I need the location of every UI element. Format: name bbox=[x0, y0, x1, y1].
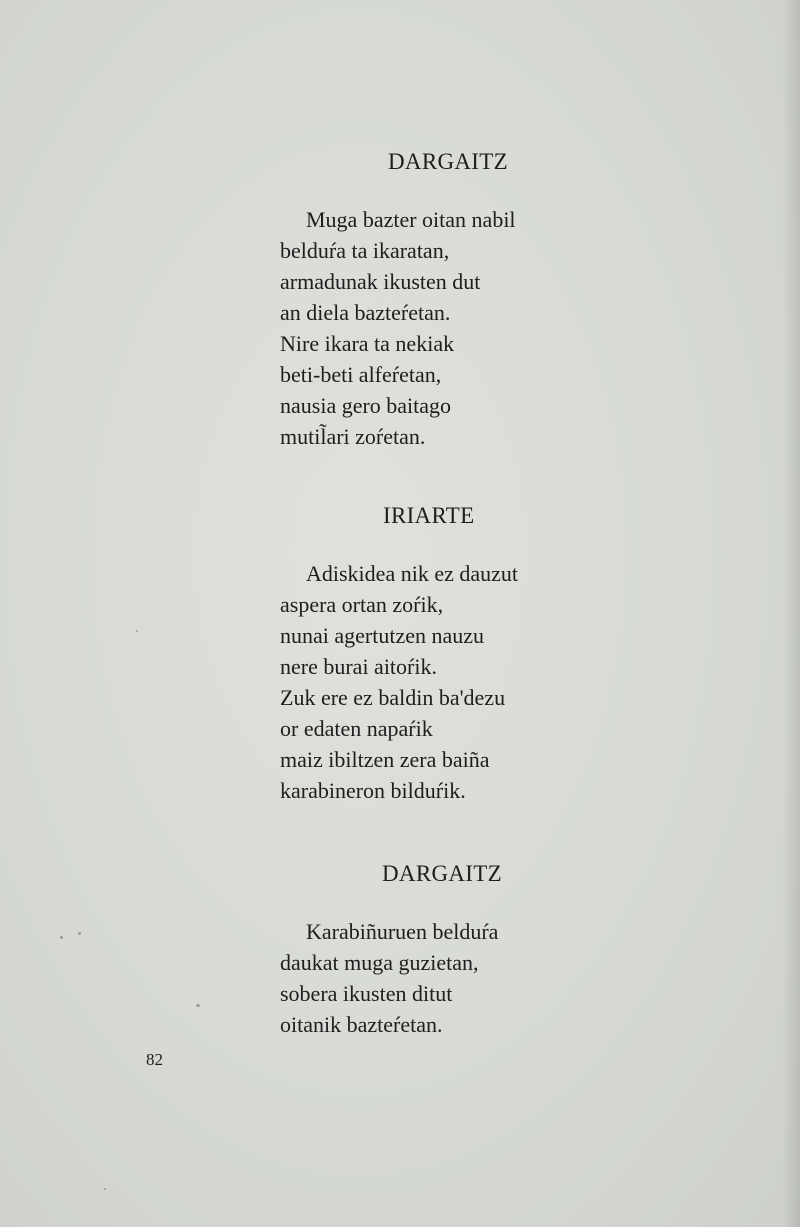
verse-line: aspera ortan zoŕik, bbox=[280, 592, 444, 617]
verse-line: or edaten napaŕik bbox=[280, 716, 433, 741]
verse-line: mutil̃ari zoŕetan. bbox=[280, 424, 426, 449]
verse-line: maiz ibiltzen zera baiña bbox=[280, 747, 490, 772]
verse-stanza bbox=[280, 204, 516, 452]
verse-line: oitanik bazteŕetan. bbox=[280, 1012, 443, 1037]
paper-speck bbox=[104, 1188, 106, 1190]
paper-speck bbox=[136, 630, 138, 632]
verse-line: Muga bazter oitan nabil bbox=[306, 207, 516, 232]
verse-line: belduŕa ta ikaratan, bbox=[280, 238, 450, 263]
verse-line: nunai agertutzen nauzu bbox=[280, 623, 485, 648]
section-heading: DARGAITZ bbox=[382, 861, 502, 886]
verse-line: nere burai aitoŕik. bbox=[280, 654, 437, 679]
verse-line: daukat muga guzietan, bbox=[280, 950, 479, 975]
verse-stanza bbox=[280, 558, 518, 806]
page-number: 82 bbox=[146, 1050, 163, 1069]
verse-line: Karabiñuruen belduŕa bbox=[306, 919, 499, 944]
verse-line: sobera ikusten ditut bbox=[280, 981, 453, 1006]
verse-line: Zuk ere ez baldin ba'dezu bbox=[280, 685, 506, 710]
verse-line: Adiskidea nik ez dauzut bbox=[306, 561, 518, 586]
paper-speck bbox=[60, 936, 63, 939]
paper-speck bbox=[196, 1004, 200, 1007]
section-heading: IRIARTE bbox=[383, 503, 475, 528]
paper-speck bbox=[78, 932, 81, 935]
verse-stanza bbox=[280, 916, 498, 1040]
section-heading: DARGAITZ bbox=[388, 149, 508, 174]
verse-line: beti-beti alfeŕetan, bbox=[280, 362, 442, 387]
verse-line: an diela baztеŕetan. bbox=[280, 300, 451, 325]
verse-line: armadunak ikusten dut bbox=[280, 269, 481, 294]
verse-line: Nire ikara ta nekiak bbox=[280, 331, 455, 356]
verse-line: nausia gero baitago bbox=[280, 393, 452, 418]
verse-line: karabineron bilduŕik. bbox=[280, 778, 466, 803]
